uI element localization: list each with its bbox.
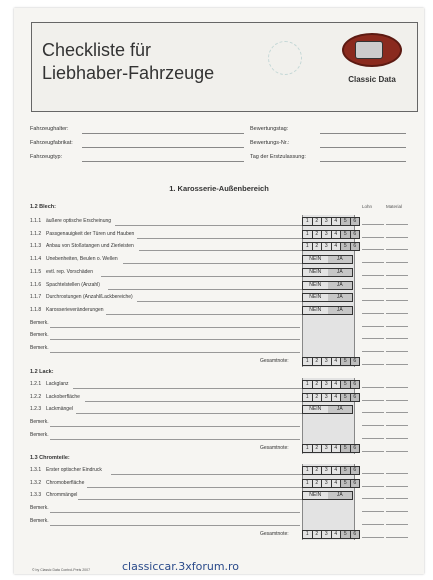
field-input-left-3[interactable] [82,161,244,162]
labor-cost-line[interactable] [362,511,384,512]
grade-option[interactable]: 5 [341,445,351,452]
material-cost-line[interactable] [386,275,408,276]
row-line [115,225,302,226]
grade-option[interactable]: 5 [341,381,351,388]
field-input-left-1[interactable] [82,133,244,134]
grade-option[interactable]: 1 [303,243,313,250]
remark-input-line[interactable] [50,352,300,353]
grade-option[interactable]: 4 [332,231,342,238]
field-label-left-3: Fahrzeugtyp: [30,154,63,160]
grade-option[interactable]: 5 [341,467,351,474]
option-no[interactable]: NEIN [309,268,322,275]
grade-option[interactable]: 2 [313,231,323,238]
grade-option[interactable]: 4 [332,467,342,474]
grade-selector[interactable] [302,242,360,251]
row-label: Durchrostungen (Anzahl/Lackbereiche) [46,294,133,301]
stamp-icon [268,41,302,75]
document-header [31,22,418,112]
row-number: 1.3.3 [30,492,42,499]
grade-selector[interactable] [302,230,360,239]
yes-no-selector[interactable] [302,491,353,500]
option-no[interactable]: NEIN [309,281,322,288]
grade-option[interactable]: 3 [322,358,332,365]
grade-selector[interactable] [302,479,360,488]
row-label: Passgenauigkeit der Türen und Hauben [46,230,135,237]
group-title: 1.2 Blech: [30,204,56,210]
grade-option[interactable]: 1 [303,231,313,238]
remark-label: Bemerk. [30,332,49,339]
option-no[interactable]: NEIN [309,306,322,313]
field-input-right-3[interactable] [320,161,406,162]
labor-cost-line[interactable] [362,438,384,439]
field-label-right-1: Bewertungstag: [250,126,289,132]
material-cost-line[interactable] [386,498,408,499]
yes-no-selector[interactable] [302,268,353,277]
car-icon [355,41,383,59]
remark-label: Bemerk. [30,505,49,512]
grade-option[interactable]: 3 [322,445,332,452]
remark-row [30,503,302,515]
grade-option[interactable]: 3 [322,243,332,250]
title-line-1: Checkliste für [42,40,152,60]
material-cost-line[interactable] [386,387,408,388]
row-number: 1.1.2 [30,230,42,237]
material-cost-line[interactable] [386,511,408,512]
remark-input-line[interactable] [50,512,300,513]
grade-option[interactable]: 6 [351,531,360,538]
material-cost-line[interactable] [386,351,408,352]
field-input-left-2[interactable] [82,147,244,148]
material-cost-line[interactable] [386,237,408,238]
material-cost-line[interactable] [386,224,408,225]
grade-option[interactable]: 1 [303,358,313,365]
option-no[interactable]: NEIN [309,294,322,301]
grade-option[interactable]: 6 [351,394,360,401]
row-line [78,499,302,500]
material-cost-line[interactable] [386,438,408,439]
labor-cost-line[interactable] [362,224,384,225]
row-label: Chromoberfläche [46,479,85,486]
row-label: Karosserieveränderungen [46,306,104,313]
row-number: 1.1.7 [30,294,42,301]
labor-cost-line[interactable] [362,275,384,276]
material-cost-line[interactable] [386,412,408,413]
row-line [137,238,302,239]
grade-option[interactable]: 5 [341,243,351,250]
grade-option[interactable]: 5 [341,394,351,401]
row-line [108,289,302,290]
yes-no-selector[interactable] [302,255,353,264]
grade-option[interactable]: 4 [332,394,342,401]
remark-input-line[interactable] [50,525,300,526]
row-number: 1.1.8 [30,306,42,313]
row-number: 1.2.1 [30,381,42,387]
grade-selector[interactable] [302,393,360,402]
row-label: evtl. rep. Vorschäden [46,268,93,275]
checklist-row [30,216,302,228]
material-cost-line[interactable] [386,537,408,538]
grade-option[interactable]: 6 [351,243,360,250]
option-no[interactable]: NEIN [309,256,322,263]
grade-option[interactable]: 4 [332,480,342,487]
grade-option[interactable]: 4 [332,243,342,250]
remark-input-line[interactable] [50,439,300,440]
grade-option[interactable]: 6 [351,358,360,365]
labor-cost-line[interactable] [362,249,384,250]
material-cost-line[interactable] [386,300,408,301]
yes-no-selector[interactable] [302,293,353,302]
grade-option[interactable]: 6 [351,218,360,225]
row-label: Chrommängel [46,492,78,499]
grade-option[interactable]: 2 [313,480,323,487]
labor-cost-line[interactable] [362,537,384,538]
grade-option[interactable]: 1 [303,531,313,538]
grade-selector[interactable] [302,444,360,453]
grade-option[interactable]: 6 [351,445,360,452]
checklist-row [30,404,302,416]
footer-copyright: © by Classic Data Control-Preis 2007 [32,568,91,572]
row-line [137,301,302,302]
row-label: Lackglanz [46,381,69,387]
row-line [111,474,302,475]
grade-option[interactable]: 6 [351,467,360,474]
option-yes[interactable]: JA [328,282,353,289]
row-label: Lackmängel [46,406,73,413]
group-title: 1.2 Lack: [30,369,54,375]
grade-selector[interactable] [302,357,360,366]
grade-option[interactable]: 2 [313,394,323,401]
grade-selector[interactable] [302,217,360,226]
row-number: 1.1.6 [30,281,42,288]
material-cost-line[interactable] [386,524,408,525]
forum-watermark: classiccar.3xforum.ro [122,560,240,573]
grade-option[interactable]: 1 [303,445,313,452]
option-no[interactable]: NEIN [309,492,322,499]
option-yes[interactable]: JA [328,406,353,413]
grade-option[interactable]: 3 [322,467,332,474]
labor-cost-line[interactable] [362,364,384,365]
checklist-row [30,305,302,317]
grade-option[interactable]: 4 [332,381,342,388]
option-yes[interactable]: JA [328,256,353,263]
grade-option[interactable]: 3 [322,394,332,401]
grade-option[interactable]: 1 [303,218,313,225]
grade-option[interactable]: 2 [313,218,323,225]
grade-option[interactable]: 1 [303,467,313,474]
section-title: 1. Karosserie-Außenbereich [169,184,269,193]
grade-option[interactable]: 3 [322,231,332,238]
remark-row [30,516,302,528]
grade-option[interactable]: 2 [313,358,323,365]
grade-option[interactable]: 5 [341,531,351,538]
remark-label: Bemerk. [30,319,49,326]
yes-no-selector[interactable] [302,405,353,414]
grade-option[interactable]: 1 [303,394,313,401]
document-title [42,39,214,85]
checklist-row [30,379,302,391]
material-cost-line[interactable] [386,326,408,327]
material-cost-line[interactable] [386,249,408,250]
option-no[interactable]: NEIN [309,406,322,413]
total-grade-label: Gesamtnote: [260,444,289,451]
row-number: 1.3.1 [30,467,42,473]
labor-cost-line[interactable] [362,387,384,388]
grade-option[interactable]: 3 [322,218,332,225]
labor-cost-line[interactable] [362,288,384,289]
grade-selector[interactable] [302,466,360,475]
labor-cost-line[interactable] [362,412,384,413]
field-label-left-1: Fahrzeughalter: [30,126,69,132]
field-label-right-3: Tag der Erstzulassung: [250,154,306,160]
grade-option[interactable]: 2 [313,381,323,388]
checklist-row [30,241,302,253]
material-cost-line[interactable] [386,473,408,474]
checklist-row [30,478,302,490]
labor-cost-line[interactable] [362,313,384,314]
checklist-row [30,229,302,241]
total-grade-label: Gesamtnote: [260,357,289,364]
grade-selector[interactable] [302,530,360,539]
labor-cost-line[interactable] [362,300,384,301]
grade-option[interactable]: 3 [322,480,332,487]
grade-option[interactable]: 4 [332,531,342,538]
row-line [106,314,302,315]
material-cost-line[interactable] [386,400,408,401]
grade-option[interactable]: 2 [313,445,323,452]
yes-no-selector[interactable] [302,306,353,315]
row-line [73,388,302,389]
labor-cost-line[interactable] [362,338,384,339]
row-number: 1.1.1 [30,218,42,224]
checklist-row [30,280,302,292]
grade-option[interactable]: 3 [322,531,332,538]
group-title: 1.3 Chromteile: [30,455,70,461]
classic-data-logo [337,33,407,97]
grade-option[interactable]: 5 [341,231,351,238]
grade-option[interactable]: 2 [313,467,323,474]
labor-cost-line[interactable] [362,451,384,452]
option-yes[interactable]: JA [328,307,353,314]
row-label: Anbau von Stoßstangen und Zierleisten [46,243,134,250]
grade-option[interactable]: 1 [303,381,313,388]
material-cost-line[interactable] [386,486,408,487]
labor-cost-line[interactable] [362,473,384,474]
grade-option[interactable]: 2 [313,531,323,538]
option-yes[interactable]: JA [328,492,353,499]
row-line [87,487,302,488]
row-line [139,250,302,251]
checklist-row [30,292,302,304]
remark-label: Bemerk. [30,517,49,524]
labor-cost-line[interactable] [362,524,384,525]
logo-text: Classic Data [348,75,396,84]
remark-row [30,430,302,442]
grade-option[interactable]: 4 [332,218,342,225]
remark-row [30,343,302,355]
labor-cost-line[interactable] [362,262,384,263]
grade-option[interactable]: 5 [341,218,351,225]
checklist-row [30,254,302,266]
row-line [85,401,302,402]
row-line [76,413,303,414]
checklist-row [30,490,302,502]
labor-cost-line[interactable] [362,425,384,426]
option-yes[interactable]: JA [328,269,353,276]
material-cost-line[interactable] [386,262,408,263]
material-cost-line[interactable] [386,425,408,426]
field-input-right-2[interactable] [320,147,406,148]
checklist-row [30,465,302,477]
row-label: Spachtelstellen (Anzahl) [46,281,100,288]
row-label: Unebenheiten, Beulen o. Wellen [46,256,118,263]
remark-label: Bemerk. [30,419,49,426]
title-line-2: Liebhaber-Fahrzeuge [42,63,215,83]
grade-option[interactable]: 6 [351,231,360,238]
remark-row [30,318,302,330]
checklist-row [30,267,302,279]
row-label: Lackoberfläche [46,393,80,400]
grade-option[interactable]: 4 [332,358,342,365]
row-number: 1.1.3 [30,243,42,250]
material-cost-line[interactable] [386,313,408,314]
remark-row [30,417,302,429]
material-cost-line[interactable] [386,451,408,452]
grade-option[interactable]: 5 [341,480,351,487]
row-line [123,263,303,264]
option-yes[interactable]: JA [328,294,353,301]
total-grade-label: Gesamtnote: [260,530,289,537]
labor-cost-line[interactable] [362,400,384,401]
checklist-row [30,392,302,404]
grade-option[interactable]: 6 [351,381,360,388]
row-number: 1.1.5 [30,268,42,275]
remark-label: Bemerk. [30,431,49,438]
col-lohn-header: Lohn [362,204,373,209]
remark-input-line[interactable] [50,327,300,328]
remark-input-line[interactable] [50,426,300,427]
grade-option[interactable]: 3 [322,381,332,388]
row-number: 1.2.2 [30,393,42,400]
field-input-right-1[interactable] [320,133,406,134]
material-cost-line[interactable] [386,364,408,365]
labor-cost-line[interactable] [362,326,384,327]
material-cost-line[interactable] [386,288,408,289]
labor-cost-line[interactable] [362,351,384,352]
field-label-left-2: Fahrzeugfabrikat: [30,140,73,146]
grade-option[interactable]: 4 [332,445,342,452]
grade-selector[interactable] [302,380,360,389]
material-cost-line[interactable] [386,338,408,339]
remark-label: Bemerk. [30,345,49,351]
grade-option[interactable]: 6 [351,480,360,487]
labor-cost-line[interactable] [362,486,384,487]
remark-input-line[interactable] [50,339,300,340]
grade-option[interactable]: 5 [341,358,351,365]
col-material-header: Material [386,204,403,209]
row-number: 1.3.2 [30,479,42,486]
row-label: äußere optische Erscheinung [46,218,112,224]
checklist-page [14,8,424,574]
grade-option[interactable]: 1 [303,480,313,487]
row-label: Erster optischer Eindruck [46,467,102,473]
row-line [101,276,302,277]
labor-cost-line[interactable] [362,237,384,238]
row-number: 1.1.4 [30,256,42,263]
remark-row [30,330,302,342]
grade-option[interactable]: 2 [313,243,323,250]
row-number: 1.2.3 [30,406,42,413]
yes-no-selector[interactable] [302,281,353,290]
field-label-right-2: Bewertungs-Nr.: [250,140,290,146]
labor-cost-line[interactable] [362,498,384,499]
